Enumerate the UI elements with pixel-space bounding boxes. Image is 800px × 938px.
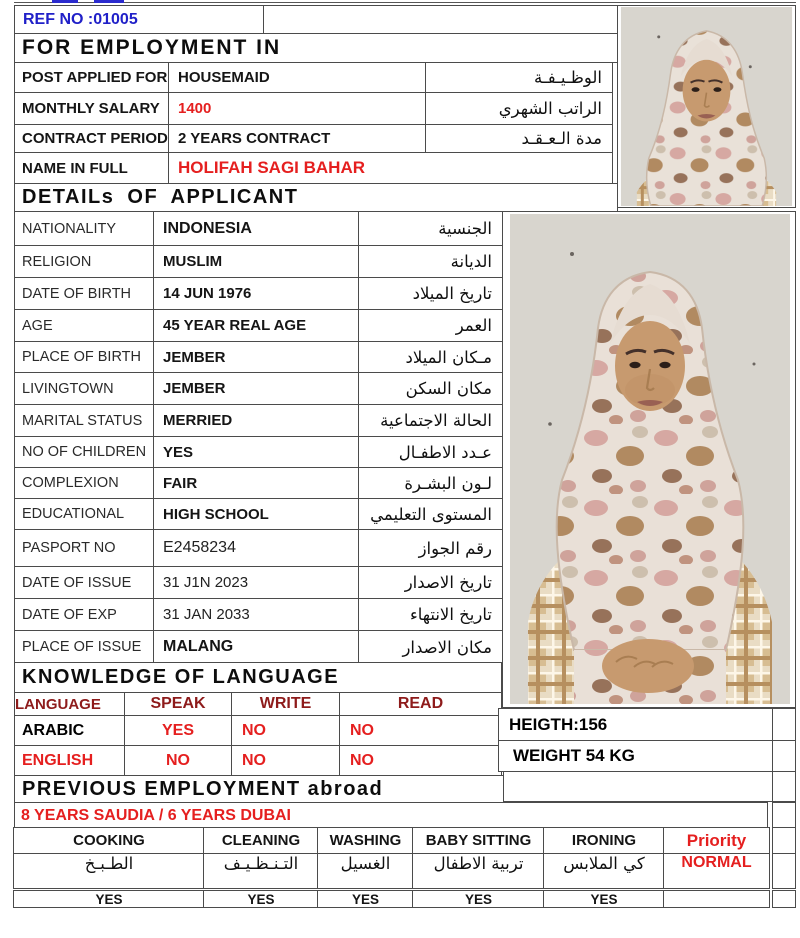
height-cell: HEIGTH:156: [498, 708, 774, 741]
details-value: JEMBER: [153, 372, 359, 405]
skill-header: WASHING: [317, 827, 414, 854]
details-arabic: تاريخ الميلاد: [358, 277, 503, 310]
details-label: RELIGION: [14, 245, 154, 278]
language-read-value: NO: [339, 745, 502, 776]
details-value: E2458234: [153, 529, 359, 567]
details-arabic: لـون البشـرة: [358, 467, 503, 499]
edge-strip-cell: [772, 771, 796, 802]
name-value: HOLIFAH SAGI BAHAR: [168, 152, 613, 184]
details-label: NO OF CHILDREN: [14, 436, 154, 468]
details-arabic: مكان الاصدار: [358, 630, 503, 664]
details-value: MALANG: [153, 630, 359, 664]
skill-arabic: تربية الاطفال: [412, 853, 545, 889]
details-value: HIGH SCHOOL: [153, 498, 359, 530]
details-label: PASPORT NO: [14, 529, 154, 567]
details-value: 14 JUN 1976: [153, 277, 359, 310]
details-section-header: DETAILs OF APPLICANT: [14, 183, 618, 212]
skill-arabic: كي الملابس: [543, 853, 665, 889]
details-label: EDUCATIONAL: [14, 498, 154, 530]
details-label: AGE: [14, 309, 154, 342]
top-crop-line: [14, 2, 796, 3]
right-empty-cell: [503, 771, 774, 802]
edge-strip-cell: [772, 740, 796, 772]
details-arabic: تاريخ الاصدار: [358, 566, 503, 599]
details-value: MUSLIM: [153, 245, 359, 278]
details-label: DATE OF ISSUE: [14, 566, 154, 599]
details-value: 31 JAN 2033: [153, 598, 359, 631]
details-label: PLACE OF ISSUE: [14, 630, 154, 664]
details-arabic: المستوى التعليمي: [358, 498, 503, 530]
previous-employment-value: 8 YEARS SAUDIA / 6 YEARS DUBAI: [14, 802, 768, 829]
cropped-text-mark: [52, 0, 78, 3]
speak-col-header: SPEAK: [124, 692, 232, 716]
language-col-header: LANGUAGE: [14, 692, 125, 716]
details-label: PLACE OF BIRTH: [14, 341, 154, 373]
details-arabic: الجنسية: [358, 211, 503, 246]
details-arabic: العمر: [358, 309, 503, 342]
monthly-salary-label: MONTHLY SALARY: [14, 92, 169, 125]
applicant-photo-small: [620, 7, 793, 206]
details-label: COMPLEXION: [14, 467, 154, 499]
details-arabic: مـكان الميلاد: [358, 341, 503, 373]
language-write-value: NO: [231, 745, 340, 776]
employment-section-header: FOR EMPLOYMENT IN: [14, 33, 618, 63]
monthly-salary-arabic: الراتب الشهري: [425, 92, 613, 125]
details-label: MARITAL STATUS: [14, 404, 154, 437]
language-section-header: KNOWLEDGE OF LANGUAGE: [14, 662, 502, 693]
details-label: DATE OF EXP: [14, 598, 154, 631]
skill-yes: YES: [412, 890, 545, 908]
skill-header: CLEANING: [203, 827, 319, 854]
language-write-value: NO: [231, 715, 340, 746]
language-row-name: ENGLISH: [14, 745, 125, 776]
priority-empty-cell: [663, 890, 770, 908]
edge-strip-cell: [772, 827, 796, 854]
post-applied-arabic: الوظـيـفـة: [425, 62, 613, 93]
skill-yes: YES: [543, 890, 665, 908]
priority-value: NORMAL: [663, 853, 770, 889]
skill-yes: YES: [203, 890, 319, 908]
details-value: YES: [153, 436, 359, 468]
edge-strip-cell: [772, 853, 796, 889]
details-arabic: الحالة الاجتماعية: [358, 404, 503, 437]
edge-strip-cell: [772, 802, 796, 829]
language-read-value: NO: [339, 715, 502, 746]
skill-arabic: التـنـظـيـف: [203, 853, 319, 889]
read-col-header: READ: [339, 692, 502, 716]
details-value: 31 J1N 2023: [153, 566, 359, 599]
details-value: FAIR: [153, 467, 359, 499]
details-label: NATIONALITY: [14, 211, 154, 246]
language-row-name: ARABIC: [14, 715, 125, 746]
monthly-salary-value: 1400: [168, 92, 426, 125]
details-value: MERRIED: [153, 404, 359, 437]
post-applied-value: HOUSEMAID: [168, 62, 426, 93]
ref-no-cell: REF NO :01005: [14, 5, 264, 34]
skill-yes: YES: [317, 890, 414, 908]
details-arabic: تاريخ الانتهاء: [358, 598, 503, 631]
priority-header: Priority: [663, 827, 770, 854]
applicant-photo: [510, 214, 790, 704]
contract-period-value: 2 YEARS CONTRACT: [168, 124, 426, 153]
ref-no-empty-cell: [263, 5, 619, 34]
skill-header: IRONING: [543, 827, 665, 854]
details-arabic: عـدد الاطفـال: [358, 436, 503, 468]
skill-arabic: الغسيل: [317, 853, 414, 889]
cropped-text-mark: [94, 0, 124, 3]
skill-yes: YES: [13, 890, 205, 908]
details-label: DATE OF BIRTH: [14, 277, 154, 310]
edge-strip-cell: [772, 708, 796, 741]
details-label: LIVINGTOWN: [14, 372, 154, 405]
weight-cell: WEIGHT 54 KG: [498, 740, 774, 772]
details-arabic: الديانة: [358, 245, 503, 278]
contract-period-arabic: مدة الـعـقـد: [425, 124, 613, 153]
skill-header: COOKING: [13, 827, 205, 854]
previous-section-header: PREVIOUS EMPLOYMENT abroad: [14, 775, 504, 803]
skill-header: BABY SITTING: [412, 827, 545, 854]
language-speak-value: YES: [124, 715, 232, 746]
post-applied-label: POST APPLIED FOR: [14, 62, 169, 93]
details-arabic: مكان السكن: [358, 372, 503, 405]
details-arabic: رقم الجواز: [358, 529, 503, 567]
write-col-header: WRITE: [231, 692, 340, 716]
edge-strip-cell: [772, 890, 796, 908]
language-speak-value: NO: [124, 745, 232, 776]
details-value: 45 YEAR REAL AGE: [153, 309, 359, 342]
skill-arabic: الطـبـخ: [13, 853, 205, 889]
details-value: JEMBER: [153, 341, 359, 373]
contract-period-label: CONTRACT PERIOD: [14, 124, 169, 153]
name-label: NAME IN FULL: [14, 152, 169, 184]
details-value: INDONESIA: [153, 211, 359, 246]
